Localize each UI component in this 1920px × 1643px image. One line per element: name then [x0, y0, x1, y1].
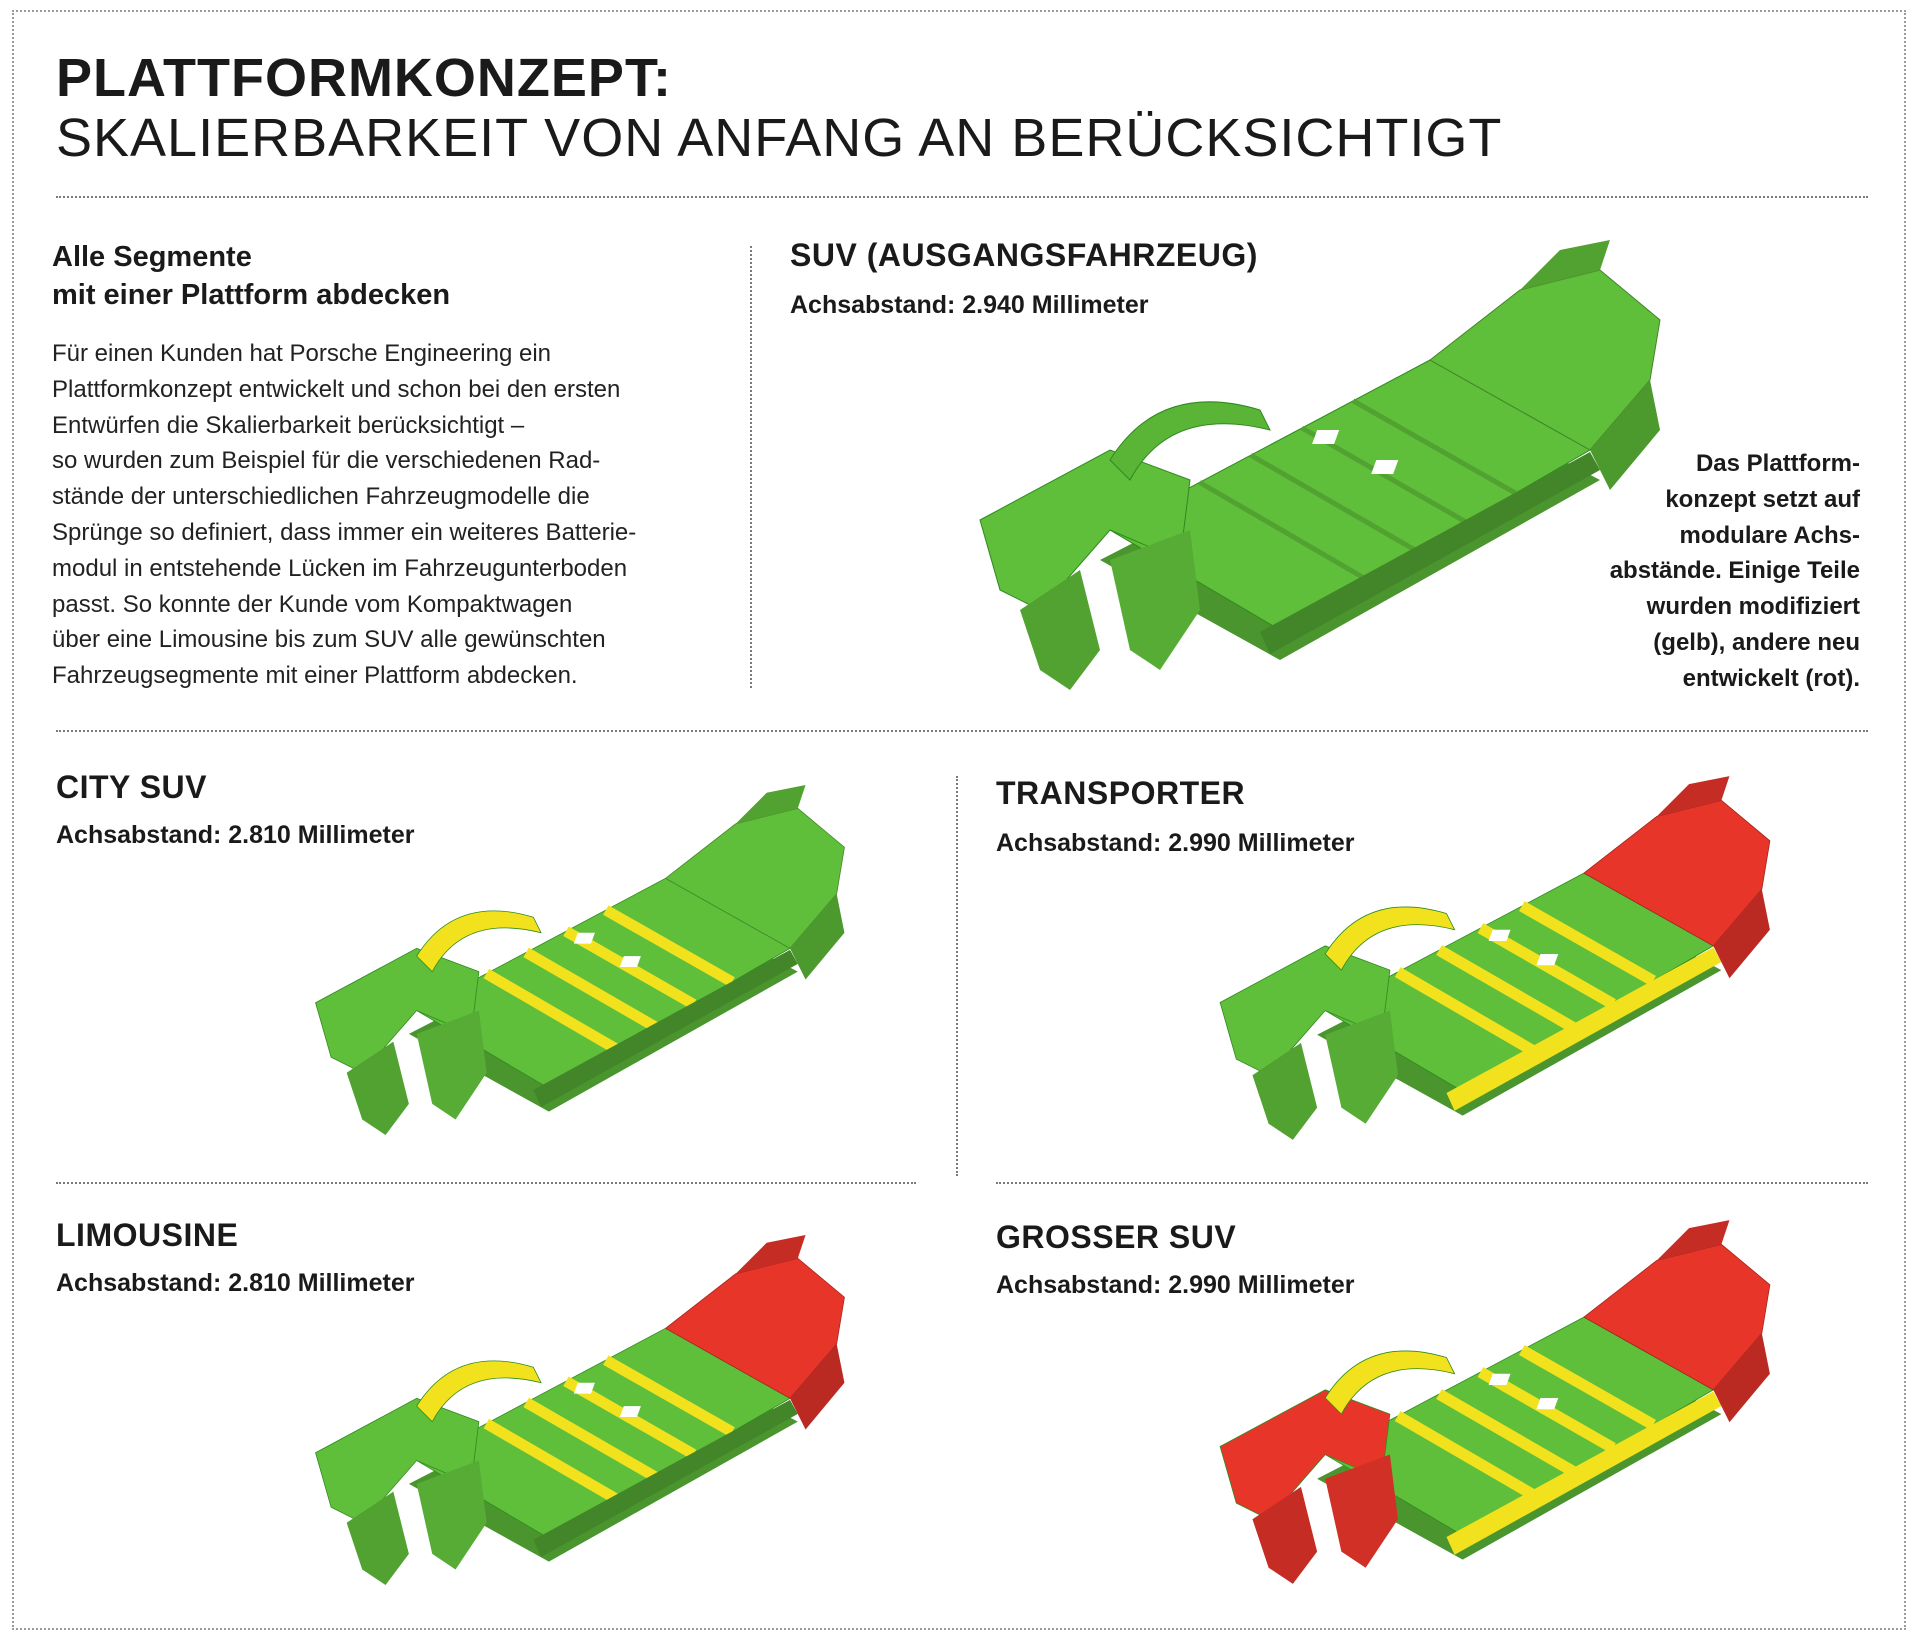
intro-line: Sprünge so definiert, dass immer ein weiteres Batterie-: [52, 518, 637, 546]
page-title: PLATTFORMKONZEPT:: [56, 48, 672, 108]
transporter-wheelbase: Achsabstand: 2.990 Millimeter: [996, 829, 1355, 857]
note-line: abstände. Einige Teile: [1609, 557, 1860, 585]
intro-line: so wurden zum Beispiel für die verschiedenen Rad-: [52, 447, 601, 475]
intro-heading-line: mit einer Plattform abdecken: [52, 279, 451, 311]
limousine-wheelbase: Achsabstand: 2.810 Millimeter: [56, 1269, 415, 1297]
limousine-platform-illustration: [300, 1220, 860, 1600]
intro-heading-line: Alle Segmente: [52, 241, 252, 273]
intro-text: [52, 336, 712, 694]
suv-title: SUV (AUSGANGSFAHRZEUG): [790, 237, 1258, 273]
intro-line: Entwürfen die Skalierbarkeit berücksichtigt –: [52, 411, 525, 439]
intro-line: stände der unterschiedlichen Fahrzeugmodelle die: [52, 483, 590, 511]
suv-wheelbase: Achsabstand: 2.940 Millimeter: [790, 291, 1149, 319]
note-line: modulare Achs-: [1679, 521, 1860, 549]
intro-line: modul in entstehende Lücken im Fahrzeugunterboden: [52, 554, 628, 582]
grosser-suv-title: GROSSER SUV: [996, 1219, 1237, 1255]
intro-line: Plattformkonzept entwickelt und schon bei den ersten: [52, 375, 621, 403]
page-subtitle: SKALIERBARKEIT VON ANFANG AN BERÜCKSICHTIGT: [56, 108, 1503, 168]
city-suv-wheelbase: Achsabstand: 2.810 Millimeter: [56, 821, 415, 849]
intro-line: Für einen Kunden hat Porsche Engineering ein: [52, 340, 552, 367]
intro-line: über eine Limousine bis zum SUV alle gewünschten: [52, 626, 606, 654]
grosser-suv-platform-illustration: [1200, 1212, 1790, 1592]
city-suv-platform-illustration: [300, 770, 860, 1150]
lower-divider-left: [56, 1182, 916, 1184]
header-divider: [56, 196, 1868, 198]
legend-note: [1560, 446, 1860, 697]
note-line: wurden modifiziert: [1646, 593, 1860, 621]
section-divider: [56, 730, 1868, 732]
limousine-title: LIMOUSINE: [56, 1217, 239, 1253]
intro-line: passt. So konnte der Kunde vom Kompaktwagen: [52, 590, 573, 618]
note-line: (gelb), andere neu: [1653, 628, 1860, 656]
transporter-title: TRANSPORTER: [996, 775, 1246, 811]
grosser-suv-wheelbase: Achsabstand: 2.990 Millimeter: [996, 1271, 1355, 1299]
intro-line: Fahrzeugsegmente mit einer Plattform abdecken.: [52, 662, 578, 690]
intro-heading: [52, 238, 702, 314]
lower-divider-right: [996, 1182, 1868, 1184]
intro-divider: [750, 246, 752, 688]
column-divider: [956, 776, 958, 1176]
transporter-platform-illustration: [1200, 768, 1790, 1148]
note-line: entwickelt (rot).: [1682, 664, 1860, 692]
note-line: konzept setzt auf: [1665, 485, 1860, 513]
city-suv-title: CITY SUV: [56, 769, 207, 805]
note-line: Das Plattform-: [1695, 450, 1860, 477]
